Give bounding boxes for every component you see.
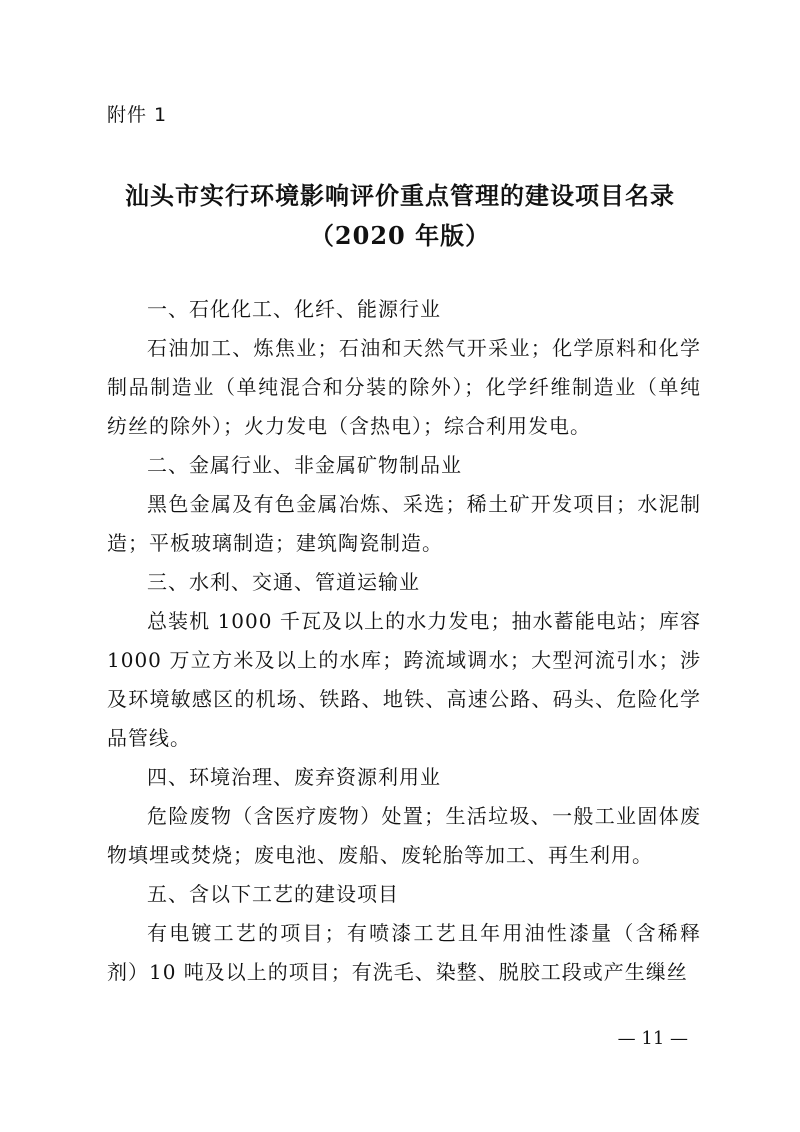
section-heading-2: 二、金属行业、非金属矿物制品业 <box>147 453 462 477</box>
section-body-5: 有电镀工艺的项目；有喷漆工艺且年用油性漆量（含稀释剂）10 吨及以上的项目；有洗毛、染整、脱胶工段或产生缫丝 <box>107 921 701 984</box>
section-heading-1: 一、石化化工、化纤、能源行业 <box>147 297 441 321</box>
document-title: 汕头市实行环境影响评价重点管理的建设项目名录 <box>125 181 675 210</box>
section-body-1: 石油加工、炼焦业；石油和天然气开采业；化学原料和化学制品制造业（单纯混合和分装的除外）；化学纤维制造业（单纯纺丝的除外）；火力发电（含热电）；综合利用发电。 <box>107 336 701 438</box>
section-body-3: 总装机 1000 千瓦及以上的水力发电；抽水蓄能电站；库容 1000 万立方米及以上的水库；跨流域调水；大型河流引水；涉及环境敏感区的机场、铁路、地铁、高速公路、码头、危险化学品管线。 <box>107 609 701 750</box>
section-heading-4: 四、环境治理、废弃资源利用业 <box>147 765 441 789</box>
section-heading-5: 五、含以下工艺的建设项目 <box>147 882 399 906</box>
document-subtitle-edition: （2020 年版） <box>309 221 491 250</box>
page-number: — 11 — <box>617 1028 688 1049</box>
section-heading-3: 三、水利、交通、管道运输业 <box>147 570 420 594</box>
document-body <box>107 290 701 992</box>
attachment-label: 附件 1 <box>107 104 168 126</box>
section-body-4: 危险废物（含医疗废物）处置；生活垃圾、一般工业固体废物填埋或焚烧；废电池、废船、废轮胎等加工、再生利用。 <box>107 804 701 867</box>
section-body-2: 黑色金属及有色金属冶炼、采选；稀土矿开发项目；水泥制造；平板玻璃制造；建筑陶瓷制造。 <box>107 492 701 555</box>
